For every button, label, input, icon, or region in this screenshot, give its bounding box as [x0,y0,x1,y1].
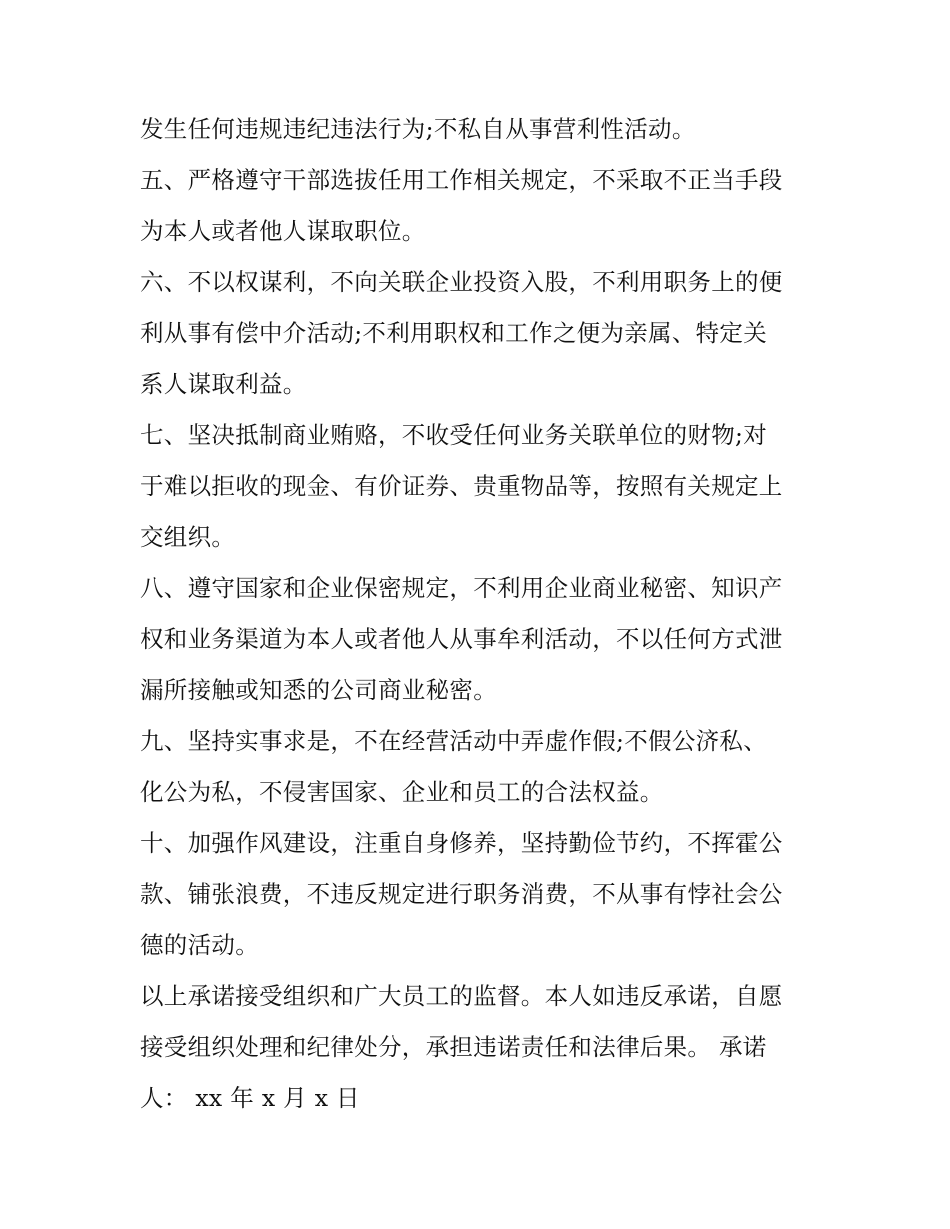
text-line: 交组织。 [140,523,236,551]
text-line: 六、不以权谋利，不向关联企业投资入股，不利用职务上的便 [140,268,783,296]
text-line: 接受组织处理和纪律处分，承担违诺责任和法律后果。 承诺 [140,1033,767,1061]
text-line: 九、坚持实事求是，不在经营活动中弄虚作假;不假公济私、 [140,727,768,755]
text-line: 于难以拒收的现金、有价证券、贵重物品等，按照有关规定上 [140,472,783,500]
text-line: 七、坚决抵制商业贿赂，不收受任何业务关联单位的财物;对 [140,421,768,449]
text-line: 发生任何违规违纪违法行为;不私自从事营利性活动。 [140,115,696,143]
document-body [140,104,820,1124]
text-line: 十、加强作风建设，注重自身修养，坚持勤俭节约，不挥霍公 [140,829,783,857]
text-line: 五、严格遵守干部选拔任用工作相关规定，不采取不正当手段 [140,166,783,194]
text-line: 八、遵守国家和企业保密规定，不利用企业商业秘密、知识产 [140,574,783,602]
text-line: 漏所接触或知悉的公司商业秘密。 [140,676,497,704]
text-line: 以上承诺接受组织和广大员工的监督。本人如违反承诺，自愿 [140,982,783,1010]
text-line: 利从事有偿中介活动;不利用职权和工作之便为亲属、特定关 [140,319,768,347]
text-line: 款、铺张浪费，不违反规定进行职务消费，不从事有悖社会公 [140,880,783,908]
signature-date-line: 人： xx 年 x 月 x 日 [140,1084,360,1112]
text-line: 德的活动。 [140,931,259,959]
text-line: 为本人或者他人谋取职位。 [140,217,426,245]
text-line: 权和业务渠道为本人或者他人从事牟利活动，不以任何方式泄 [140,625,783,653]
text-line: 系人谋取利益。 [140,370,307,398]
text-line: 化公为私，不侵害国家、企业和员工的合法权益。 [140,778,664,806]
